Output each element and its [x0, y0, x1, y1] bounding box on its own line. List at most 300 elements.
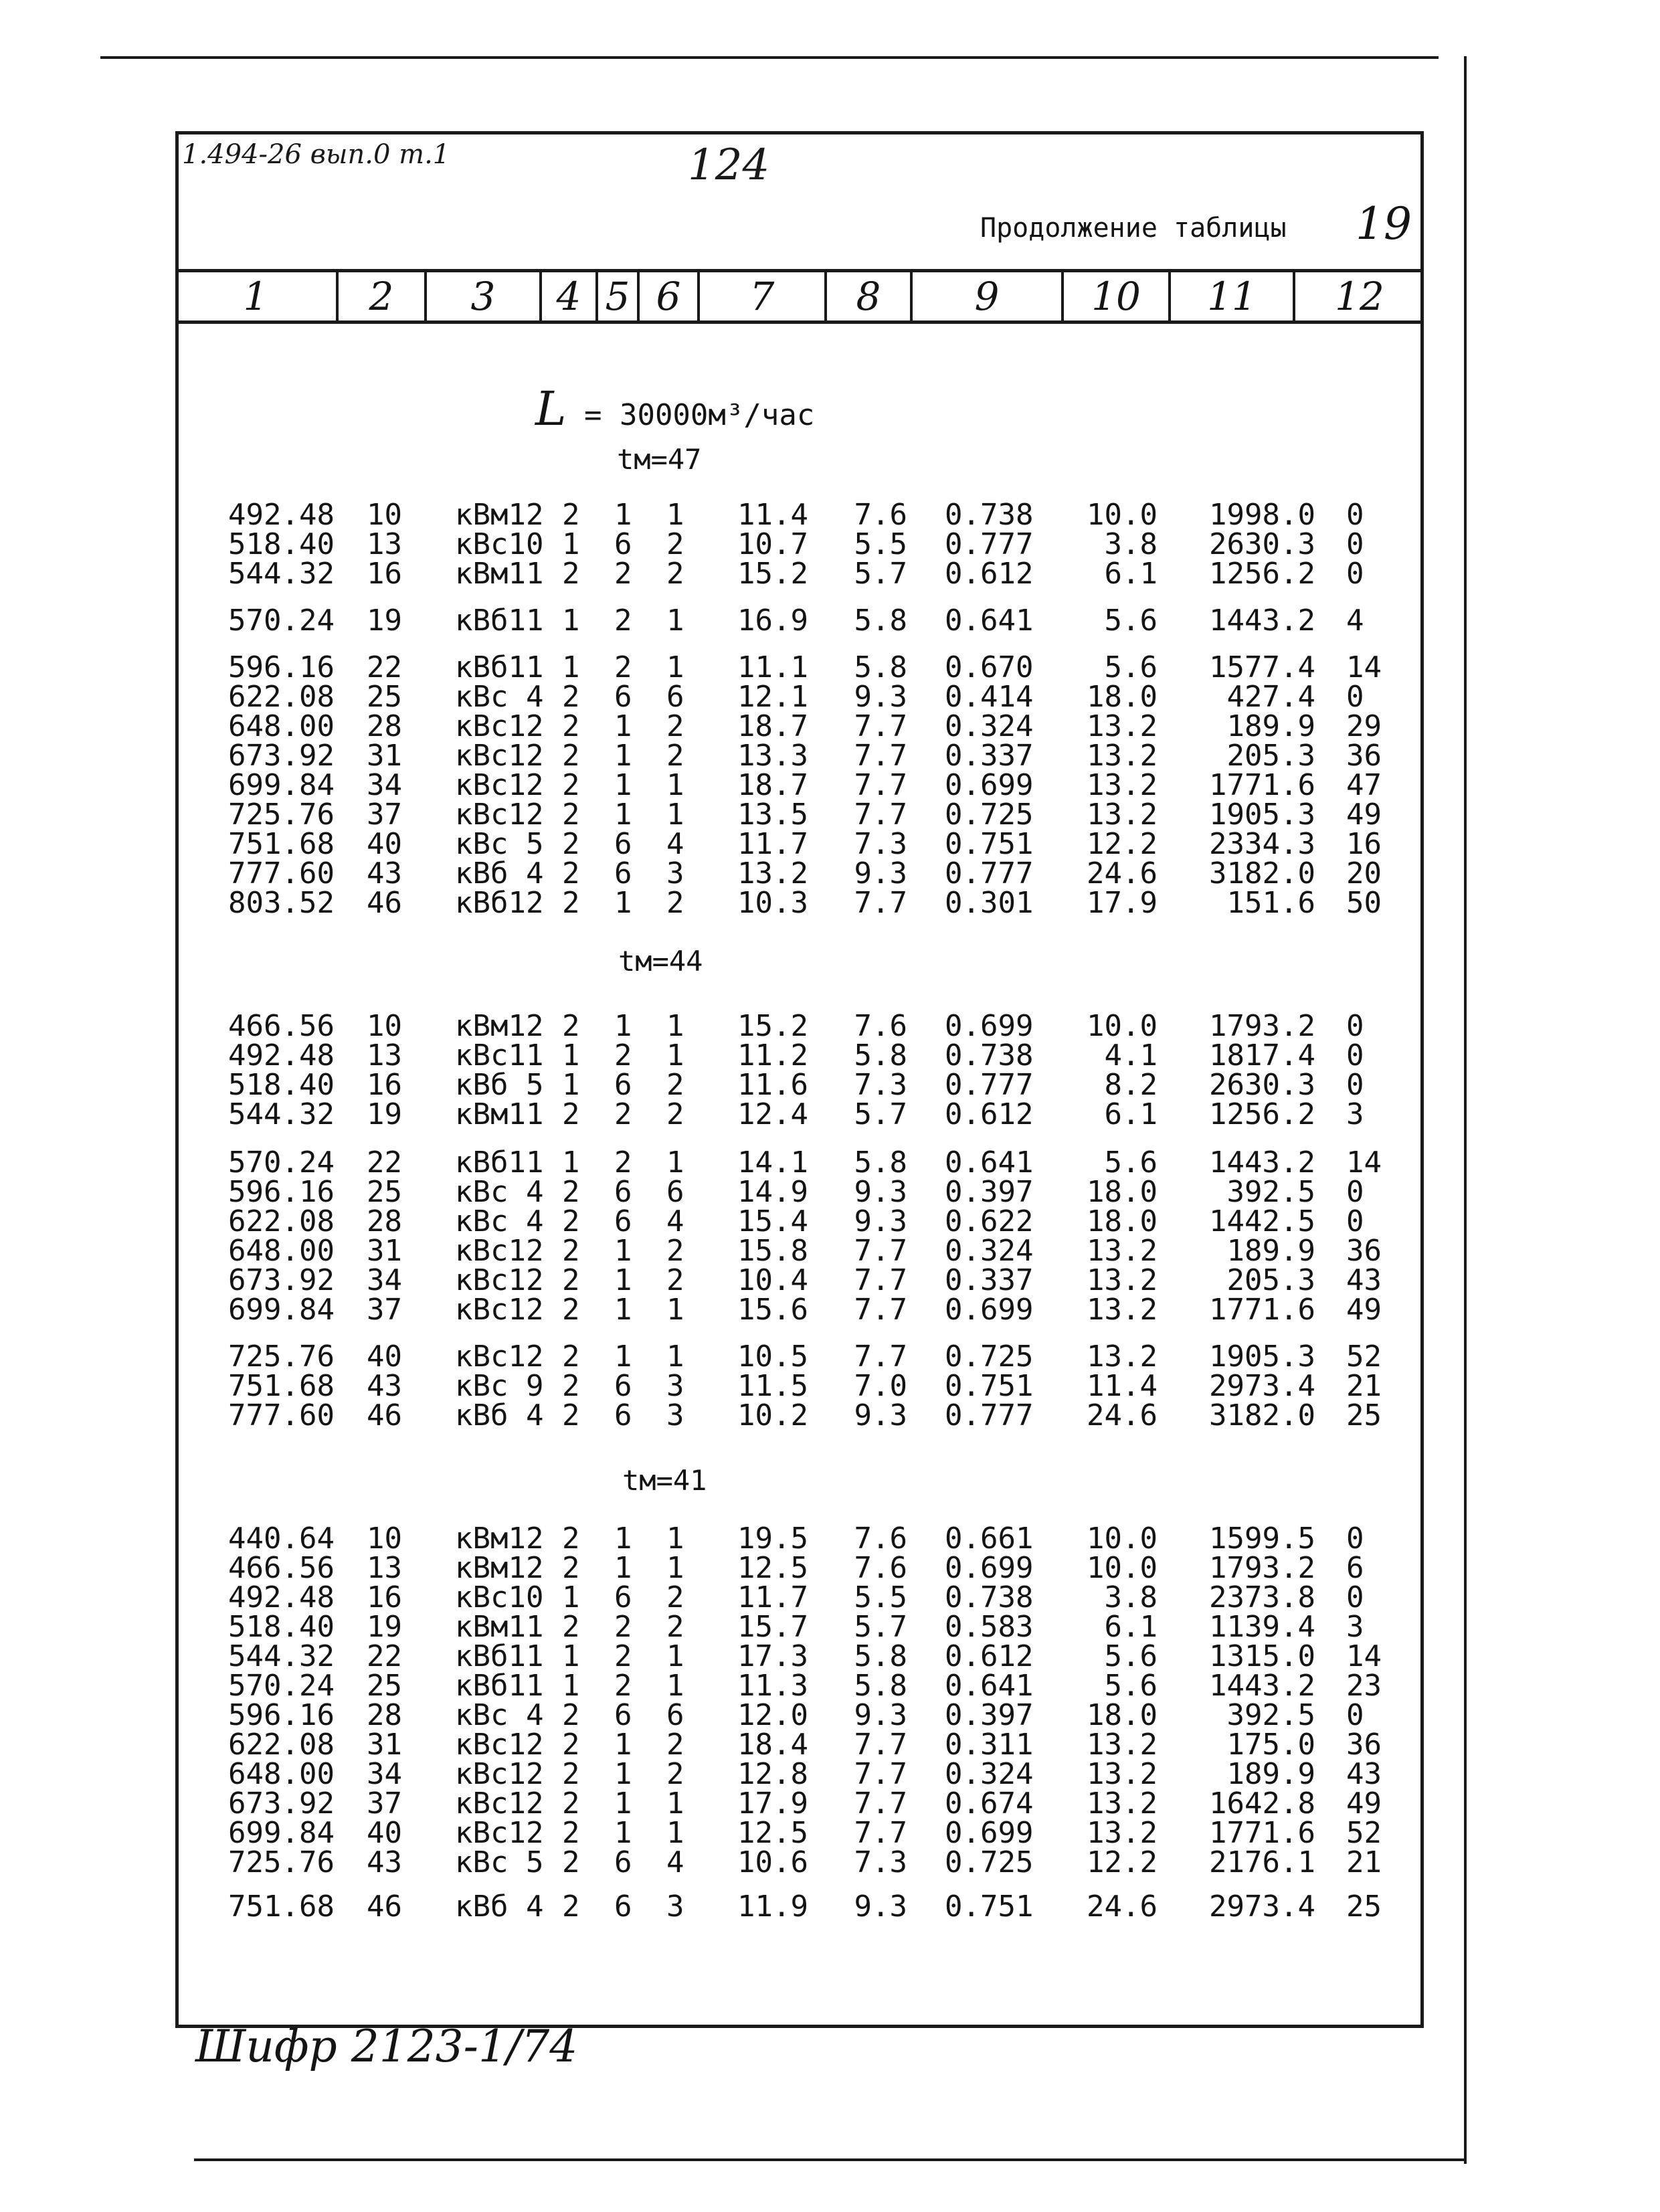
table-cell-col8: 7.7: [854, 1293, 907, 1327]
table-cell-col1: 648.00: [228, 1757, 335, 1791]
table-cell-col12: 49: [1346, 798, 1382, 832]
table-cell-col3: кВб11: [455, 1145, 544, 1180]
table-cell-col12: 20: [1346, 856, 1382, 891]
table-cell-col3: кВс12: [455, 1786, 544, 1821]
table-cell-col8: 7.6: [854, 498, 907, 532]
table-cell-col10: 13.2: [1087, 1728, 1158, 1762]
table-cell-col12: 25: [1346, 1398, 1382, 1433]
table-cell-col4: 2: [562, 1610, 580, 1644]
table-cell-col7: 10.4: [737, 1263, 808, 1297]
table-cell-col10: 13.2: [1087, 1757, 1158, 1791]
table-cell-col9: 0.397: [945, 1698, 1034, 1732]
table-cell-col11: 205.3: [1226, 739, 1315, 773]
table-cell-col9: 0.725: [945, 798, 1034, 832]
table-cell-col6: 2: [666, 1068, 684, 1102]
table-cell-col7: 11.1: [737, 650, 808, 684]
table-cell-col7: 13.5: [737, 798, 808, 832]
table-cell-col5: 6: [614, 1175, 632, 1209]
table-cell-col9: 0.777: [945, 1068, 1034, 1102]
table-cell-col1: 699.84: [228, 768, 335, 802]
table-cell-col6: 2: [666, 709, 684, 743]
table-cell-col8: 5.8: [854, 1145, 907, 1180]
table-cell-col4: 1: [562, 1145, 580, 1180]
table-cell-col3: кВс 5: [455, 1845, 544, 1879]
table-cell-col2: 34: [367, 768, 402, 802]
table-cell-col10: 10.0: [1087, 1009, 1158, 1043]
table-cell-col1: 466.56: [228, 1009, 335, 1043]
table-cell-col2: 43: [367, 856, 402, 891]
table-cell-col3: кВб 4: [455, 1398, 544, 1433]
table-cell-col9: 0.699: [945, 1551, 1034, 1585]
doc-reference: 1.494-26 вып.0 т.1: [182, 139, 450, 170]
table-cell-col3: кВм11: [455, 557, 544, 591]
table-cell-col1: 570.24: [228, 1145, 335, 1180]
table-cell-col10: 13.2: [1087, 1786, 1158, 1821]
table-cell-col10: 10.0: [1087, 498, 1158, 532]
table-cell-col10: 6.1: [1104, 1610, 1158, 1644]
top-border-line: [100, 56, 1439, 59]
table-cell-col1: 803.52: [228, 886, 335, 920]
table-cell-col2: 22: [367, 650, 402, 684]
table-cell-col11: 392.5: [1226, 1698, 1315, 1732]
table-cell-col10: 13.2: [1087, 798, 1158, 832]
table-cell-col3: кВс 5: [455, 827, 544, 861]
table-cell-col11: 2630.3: [1209, 1068, 1315, 1102]
table-cell-col2: 22: [367, 1639, 402, 1673]
table-cell-col5: 6: [614, 1369, 632, 1403]
table-cell-col1: 751.68: [228, 1369, 335, 1403]
table-cell-col4: 2: [562, 709, 580, 743]
table-cell-col8: 5.8: [854, 604, 907, 638]
table-cell-col3: кВм11: [455, 1610, 544, 1644]
table-cell-col2: 40: [367, 1340, 402, 1374]
table-cell-col10: 6.1: [1104, 1097, 1158, 1131]
table-cell-col6: 1: [666, 604, 684, 638]
table-cell-col10: 18.0: [1087, 1175, 1158, 1209]
table-cell-col11: 1442.5: [1209, 1204, 1315, 1238]
table-cell-col7: 11.3: [737, 1669, 808, 1703]
table-cell-col12: 16: [1346, 827, 1382, 861]
table-cell-col12: 0: [1346, 1038, 1364, 1073]
table-cell-col3: кВс12: [455, 1757, 544, 1791]
table-cell-col11: 205.3: [1226, 1263, 1315, 1297]
table-cell-col4: 2: [562, 886, 580, 920]
table-cell-col12: 49: [1346, 1293, 1382, 1327]
table-cell-col7: 15.8: [737, 1234, 808, 1268]
table-cell-col8: 7.3: [854, 1068, 907, 1102]
table-cell-col11: 189.9: [1226, 709, 1315, 743]
table-cell-col6: 2: [666, 1757, 684, 1791]
table-cell-col4: 2: [562, 1204, 580, 1238]
table-cell-col5: 2: [614, 650, 632, 684]
table-cell-col3: кВс 4: [455, 1175, 544, 1209]
table-cell-col4: 2: [562, 768, 580, 802]
table-cell-col2: 31: [367, 1728, 402, 1762]
table-cell-col9: 0.612: [945, 1097, 1034, 1131]
table-cell-col9: 0.641: [945, 1145, 1034, 1180]
table-cell-col10: 3.8: [1104, 1580, 1158, 1615]
column-header-3: 3: [427, 272, 542, 320]
table-cell-col1: 622.08: [228, 1728, 335, 1762]
table-cell-col9: 0.751: [945, 1369, 1034, 1403]
table-cell-col4: 2: [562, 798, 580, 832]
table-cell-col3: кВс12: [455, 798, 544, 832]
table-cell-col2: 19: [367, 604, 402, 638]
table-cell-col2: 37: [367, 1786, 402, 1821]
column-header-5: 5: [598, 272, 640, 320]
table-cell-col3: кВм12: [455, 498, 544, 532]
table-cell-col10: 3.8: [1104, 527, 1158, 561]
table-cell-col9: 0.738: [945, 498, 1034, 532]
table-cell-col6: 2: [666, 557, 684, 591]
table-cell-col2: 43: [367, 1369, 402, 1403]
table-cell-col3: кВс 4: [455, 680, 544, 714]
table-cell-col2: 40: [367, 1816, 402, 1850]
table-cell-col12: 49: [1346, 1786, 1382, 1821]
table-cell-col8: 7.7: [854, 1728, 907, 1762]
table-cell-col6: 1: [666, 1669, 684, 1703]
table-cell-col10: 13.2: [1087, 709, 1158, 743]
table-number: 19: [1356, 198, 1412, 250]
table-cell-col6: 2: [666, 1234, 684, 1268]
table-cell-col1: 725.76: [228, 1340, 335, 1374]
table-cell-col12: 0: [1346, 1522, 1364, 1556]
table-cell-col9: 0.670: [945, 650, 1034, 684]
table-cell-col6: 1: [666, 1816, 684, 1850]
table-cell-col8: 7.7: [854, 1816, 907, 1850]
table-cell-col4: 2: [562, 856, 580, 891]
table-cell-col7: 12.8: [737, 1757, 808, 1791]
table-cell-col10: 6.1: [1104, 557, 1158, 591]
table-cell-col12: 4: [1346, 604, 1364, 638]
table-cell-col11: 1577.4: [1209, 650, 1315, 684]
table-cell-col7: 12.5: [737, 1816, 808, 1850]
table-cell-col5: 6: [614, 1068, 632, 1102]
section-label: tм=44: [618, 945, 703, 978]
table-cell-col9: 0.699: [945, 1816, 1034, 1850]
table-cell-col8: 9.3: [854, 856, 907, 891]
table-cell-col1: 673.92: [228, 1786, 335, 1821]
table-cell-col11: 1998.0: [1209, 498, 1315, 532]
table-cell-col1: 518.40: [228, 527, 335, 561]
table-cell-col5: 6: [614, 1698, 632, 1732]
table-cell-col2: 19: [367, 1097, 402, 1131]
table-cell-col12: 3: [1346, 1097, 1364, 1131]
table-cell-col9: 0.301: [945, 886, 1034, 920]
table-cell-col1: 492.48: [228, 1038, 335, 1073]
table-cell-col7: 11.7: [737, 1580, 808, 1615]
table-cell-col7: 11.5: [737, 1369, 808, 1403]
table-cell-col11: 2334.3: [1209, 827, 1315, 861]
table-cell-col8: 5.7: [854, 1097, 907, 1131]
table-cell-col9: 0.397: [945, 1175, 1034, 1209]
table-cell-col7: 15.6: [737, 1293, 808, 1327]
table-cell-col10: 13.2: [1087, 768, 1158, 802]
table-cell-col3: кВб11: [455, 650, 544, 684]
table-cell-col10: 13.2: [1087, 1263, 1158, 1297]
table-cell-col4: 1: [562, 650, 580, 684]
table-cell-col12: 36: [1346, 1234, 1382, 1268]
table-cell-col6: 1: [666, 798, 684, 832]
table-cell-col7: 12.5: [737, 1551, 808, 1585]
table-cell-col10: 12.2: [1087, 827, 1158, 861]
right-border-line: [1464, 56, 1467, 2164]
table-cell-col1: 596.16: [228, 1175, 335, 1209]
continuation-label: Продолжение таблицы: [980, 213, 1287, 244]
table-cell-col10: 8.2: [1104, 1068, 1158, 1102]
table-cell-col1: 570.24: [228, 604, 335, 638]
table-cell-col7: 14.1: [737, 1145, 808, 1180]
table-cell-col8: 5.8: [854, 1669, 907, 1703]
table-cell-col6: 2: [666, 527, 684, 561]
table-cell-col5: 2: [614, 1145, 632, 1180]
table-cell-col7: 18.4: [737, 1728, 808, 1762]
table-cell-col2: 37: [367, 1293, 402, 1327]
table-cell-col6: 3: [666, 856, 684, 891]
table-cell-col8: 5.5: [854, 1580, 907, 1615]
table-cell-col8: 9.3: [854, 1204, 907, 1238]
table-cell-col8: 5.7: [854, 557, 907, 591]
table-cell-col5: 1: [614, 1786, 632, 1821]
table-cell-col1: 673.92: [228, 1263, 335, 1297]
table-cell-col12: 0: [1346, 1009, 1364, 1043]
table-cell-col11: 1771.6: [1209, 1816, 1315, 1850]
table-cell-col5: 6: [614, 1845, 632, 1879]
column-header-12: 12: [1335, 274, 1384, 319]
table-cell-col2: 40: [367, 827, 402, 861]
table-cell-col11: 2373.8: [1209, 1580, 1315, 1615]
column-header-11: 11: [1171, 272, 1295, 320]
table-cell-col8: 7.7: [854, 709, 907, 743]
table-cell-col5: 1: [614, 1234, 632, 1268]
table-cell-col1: 596.16: [228, 650, 335, 684]
table-cell-col8: 7.7: [854, 886, 907, 920]
table-cell-col12: 21: [1346, 1369, 1382, 1403]
table-cell-col12: 0: [1346, 527, 1364, 561]
table-cell-col6: 4: [666, 1845, 684, 1879]
table-cell-col4: 1: [562, 1669, 580, 1703]
table-cell-col8: 7.3: [854, 1845, 907, 1879]
table-cell-col12: 0: [1346, 498, 1364, 532]
table-cell-col7: 12.1: [737, 680, 808, 714]
table-cell-col3: кВс 9: [455, 1369, 544, 1403]
table-cell-col3: кВб 5: [455, 1068, 544, 1102]
table-cell-col6: 1: [666, 1009, 684, 1043]
table-cell-col6: 2: [666, 886, 684, 920]
table-cell-col1: 648.00: [228, 709, 335, 743]
table-cell-col5: 1: [614, 1340, 632, 1374]
table-cell-col2: 10: [367, 1522, 402, 1556]
table-cell-col12: 47: [1346, 768, 1382, 802]
table-cell-col10: 24.6: [1087, 856, 1158, 891]
table-cell-col7: 10.5: [737, 1340, 808, 1374]
page-number: 124: [688, 141, 770, 190]
table-cell-col5: 1: [614, 709, 632, 743]
table-cell-col10: 5.6: [1104, 1639, 1158, 1673]
table-cell-col2: 31: [367, 1234, 402, 1268]
table-cell-col8: 7.7: [854, 798, 907, 832]
table-cell-col12: 0: [1346, 1698, 1364, 1732]
table-cell-col10: 13.2: [1087, 739, 1158, 773]
table-cell-col11: 3182.0: [1209, 856, 1315, 891]
table-cell-col4: 2: [562, 1009, 580, 1043]
table-cell-col3: кВс12: [455, 1728, 544, 1762]
table-cell-col7: 15.2: [737, 1009, 808, 1043]
table-cell-col2: 25: [367, 1175, 402, 1209]
flow-formula: [535, 381, 814, 436]
table-cell-col1: 699.84: [228, 1816, 335, 1850]
table-cell-col8: 9.3: [854, 680, 907, 714]
table-cell-col1: 699.84: [228, 1293, 335, 1327]
table-cell-col3: кВм12: [455, 1009, 544, 1043]
footer-code: Шифр 2123-1/74: [195, 2021, 578, 2072]
table-cell-col3: кВм12: [455, 1551, 544, 1585]
table-cell-col11: 1905.3: [1209, 798, 1315, 832]
table-cell-col4: 2: [562, 498, 580, 532]
table-cell-col7: 10.2: [737, 1398, 808, 1433]
table-cell-col7: 17.3: [737, 1639, 808, 1673]
table-cell-col9: 0.337: [945, 739, 1034, 773]
table-cell-col5: 6: [614, 1580, 632, 1615]
table-cell-col4: 2: [562, 557, 580, 591]
table-cell-col6: 3: [666, 1369, 684, 1403]
table-cell-col4: 2: [562, 1340, 580, 1374]
table-cell-col2: 37: [367, 798, 402, 832]
column-header-1: 1: [175, 272, 339, 320]
column-header-4: 4: [542, 272, 598, 320]
table-cell-col2: 13: [367, 1551, 402, 1585]
table-cell-col9: 0.612: [945, 1639, 1034, 1673]
table-cell-col11: 1139.4: [1209, 1610, 1315, 1644]
table-cell-col6: 2: [666, 1580, 684, 1615]
table-cell-col5: 1: [614, 1816, 632, 1850]
table-cell-col7: 18.7: [737, 768, 808, 802]
table-cell-col9: 0.583: [945, 1610, 1034, 1644]
table-cell-col12: 25: [1346, 1890, 1382, 1924]
table-cell-col11: 2176.1: [1209, 1845, 1315, 1879]
table-cell-col9: 0.324: [945, 709, 1034, 743]
table-cell-col5: 1: [614, 1009, 632, 1043]
table-cell-col12: 0: [1346, 1580, 1364, 1615]
table-cell-col5: 1: [614, 1293, 632, 1327]
table-cell-col4: 2: [562, 1175, 580, 1209]
table-cell-col11: 2973.4: [1209, 1369, 1315, 1403]
table-cell-col12: 0: [1346, 1175, 1364, 1209]
table-cell-col8: 9.3: [854, 1175, 907, 1209]
table-cell-col6: 1: [666, 1145, 684, 1180]
table-cell-col1: 492.48: [228, 1580, 335, 1615]
table-cell-col4: 2: [562, 1293, 580, 1327]
table-cell-col4: 1: [562, 604, 580, 638]
table-cell-col2: 25: [367, 680, 402, 714]
table-cell-col6: 6: [666, 1175, 684, 1209]
table-cell-col7: 10.6: [737, 1845, 808, 1879]
table-cell-col1: 440.64: [228, 1522, 335, 1556]
table-cell-col4: 2: [562, 827, 580, 861]
table-cell-col2: 34: [367, 1263, 402, 1297]
table-cell-col1: 751.68: [228, 827, 335, 861]
table-cell-col8: 5.8: [854, 1038, 907, 1073]
table-cell-col5: 6: [614, 527, 632, 561]
table-cell-col1: 518.40: [228, 1068, 335, 1102]
table-cell-col5: 6: [614, 827, 632, 861]
table-cell-col5: 1: [614, 1757, 632, 1791]
table-cell-col7: 15.7: [737, 1610, 808, 1644]
table-cell-col5: 1: [614, 1522, 632, 1556]
table-cell-col11: 1642.8: [1209, 1786, 1315, 1821]
table-cell-col4: 1: [562, 1068, 580, 1102]
table-cell-col3: кВб12: [455, 886, 544, 920]
table-cell-col11: 1315.0: [1209, 1639, 1315, 1673]
table-cell-col9: 0.337: [945, 1263, 1034, 1297]
table-cell-col8: 7.6: [854, 1522, 907, 1556]
table-cell-col5: 2: [614, 1038, 632, 1073]
table-cell-col3: кВс12: [455, 1263, 544, 1297]
formula-text: = 30000м³/час: [583, 398, 815, 432]
formula-symbol: L: [535, 381, 567, 436]
table-cell-col11: 1905.3: [1209, 1340, 1315, 1374]
table-cell-col6: 2: [666, 1263, 684, 1297]
table-cell-col9: 0.612: [945, 557, 1034, 591]
table-cell-col12: 14: [1346, 1145, 1382, 1180]
table-cell-col9: 0.699: [945, 768, 1034, 802]
table-cell-col9: 0.324: [945, 1234, 1034, 1268]
table-cell-col6: 1: [666, 1522, 684, 1556]
table-cell-col10: 18.0: [1087, 680, 1158, 714]
table-cell-col7: 13.3: [737, 739, 808, 773]
table-cell-col6: 1: [666, 1340, 684, 1374]
table-cell-col5: 6: [614, 856, 632, 891]
table-cell-col6: 3: [666, 1398, 684, 1433]
table-cell-col2: 13: [367, 1038, 402, 1073]
table-cell-col12: 14: [1346, 1639, 1382, 1673]
table-cell-col6: 1: [666, 1639, 684, 1673]
table-cell-col10: 10.0: [1087, 1551, 1158, 1585]
table-cell-col7: 11.2: [737, 1038, 808, 1073]
table-cell-col9: 0.641: [945, 604, 1034, 638]
table-cell-col5: 6: [614, 680, 632, 714]
table-cell-col10: 13.2: [1087, 1234, 1158, 1268]
table-cell-col11: 1771.6: [1209, 768, 1315, 802]
column-header-8: 8: [827, 272, 913, 320]
table-cell-col1: 492.48: [228, 498, 335, 532]
table-cell-col4: 2: [562, 1522, 580, 1556]
table-cell-col5: 1: [614, 1263, 632, 1297]
table-cell-col9: 0.311: [945, 1728, 1034, 1762]
table-cell-col10: 11.4: [1087, 1369, 1158, 1403]
table-cell-col1: 777.60: [228, 856, 335, 891]
table-cell-col9: 0.725: [945, 1845, 1034, 1879]
table-cell-col12: 14: [1346, 650, 1382, 684]
table-cell-col5: 2: [614, 1639, 632, 1673]
table-cell-col12: 52: [1346, 1340, 1382, 1374]
table-cell-col9: 0.661: [945, 1522, 1034, 1556]
table-cell-col4: 2: [562, 1551, 580, 1585]
table-cell-col10: 5.6: [1104, 1145, 1158, 1180]
table-cell-col7: 14.9: [737, 1175, 808, 1209]
table-cell-col1: 570.24: [228, 1669, 335, 1703]
table-cell-col2: 28: [367, 1204, 402, 1238]
table-cell-col5: 6: [614, 1204, 632, 1238]
table-cell-col4: 2: [562, 1263, 580, 1297]
table-cell-col4: 2: [562, 680, 580, 714]
table-cell-col6: 1: [666, 498, 684, 532]
table-cell-col11: 1817.4: [1209, 1038, 1315, 1073]
table-cell-col12: 52: [1346, 1816, 1382, 1850]
table-cell-col4: 2: [562, 1369, 580, 1403]
table-cell-col11: 1443.2: [1209, 604, 1315, 638]
table-cell-col11: 2630.3: [1209, 527, 1315, 561]
